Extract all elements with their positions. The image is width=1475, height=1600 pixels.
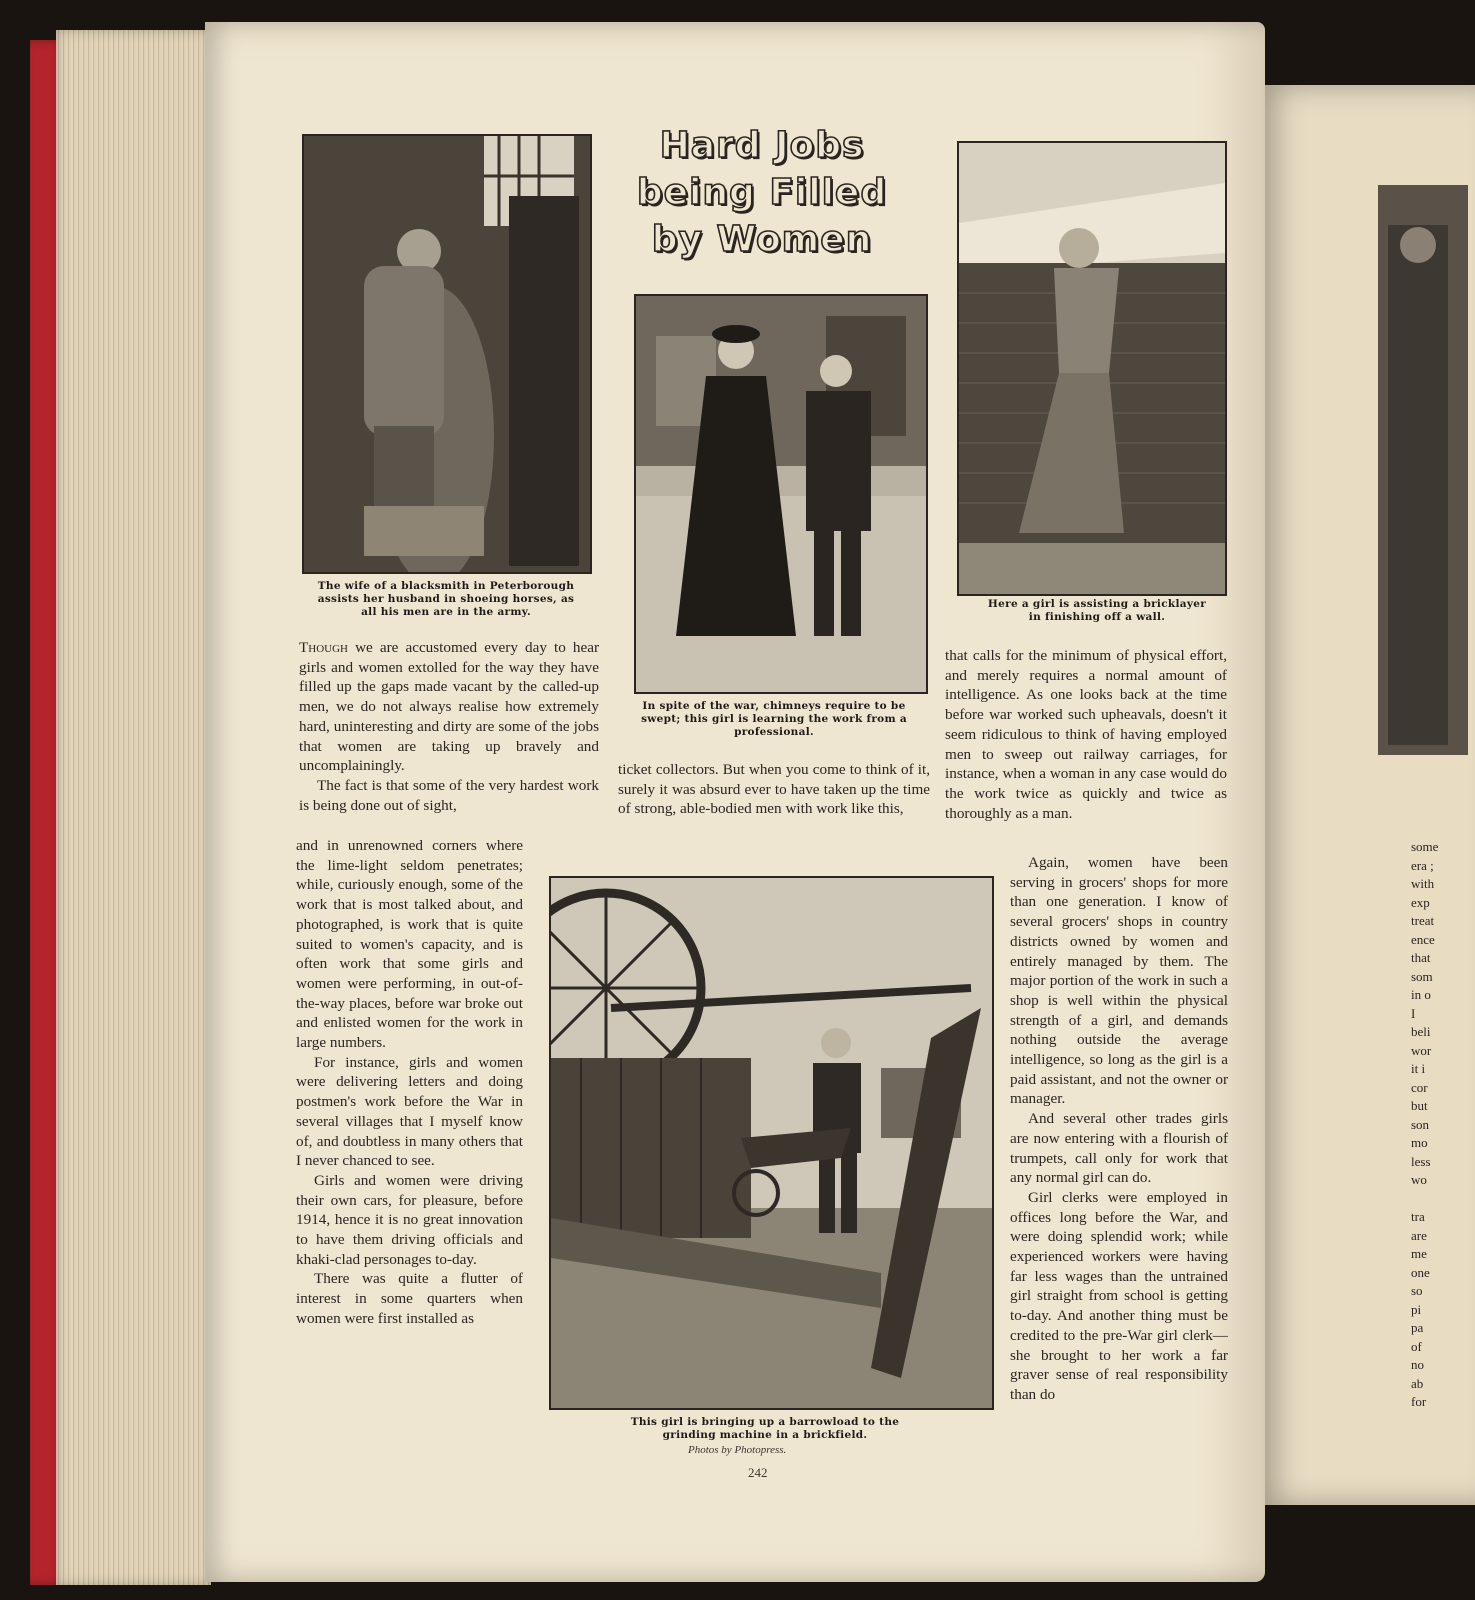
paragraph-7: ticket collectors. But when you come to think of it, surely it was absurd ever to have taken up the time of strong, able-bodied men with work like this,: [618, 761, 930, 818]
paragraph-5: Girls and women were driving their own cars, for pleasure, before 1914, hence it is no great innovation to have them driving officials and khaki-clad personages to-day.: [296, 1171, 523, 1268]
facing-page-line: of: [1411, 1338, 1422, 1354]
facing-page-line: that: [1411, 950, 1431, 965]
photo-chimney-sweep: [634, 294, 928, 694]
facing-page-line: som: [1411, 968, 1433, 984]
body-column-1-narrow: [296, 836, 523, 1329]
photo-brickfield: [549, 876, 994, 1410]
page-number: 242: [748, 1465, 768, 1480]
caption-brickfield: This girl is bringing up a barrowload to the grinding machine in a brickfield.: [630, 1416, 900, 1441]
paragraph-2: The fact is that some of the very hardest work is being done out of sight,: [299, 776, 599, 814]
facing-page-line: for: [1411, 1394, 1427, 1409]
paragraph-9: Again, women have been serving in grocers' shops for more than one generation. I know of several grocers' shops in country districts owned by women and entirely managed by them. The major portion of the work in such a shop is well within the physical strength of a girl, and demands nothing outside the average intelligence, so long as the girl is a paid assistant, and not the owner or manager.: [1010, 854, 1228, 1108]
body-column-2: [618, 760, 930, 819]
facing-page-line: with: [1411, 876, 1435, 891]
photo-bricklayer: [957, 141, 1227, 596]
facing-page-line: era ;: [1411, 857, 1434, 873]
facing-page-line: pi: [1411, 1301, 1422, 1317]
title-line-1: Hard Jobs: [659, 125, 865, 166]
facing-page-line: cor: [1411, 1079, 1428, 1095]
paragraph-3: and in unrenowned corners where the lime-light seldom penetrates; while, curiously enough, some of the work that is most talked about, and photographed, is work that is quite suited to women's capacity, and is often work that some girls and women were performing, in out-of-the-way places, before war broke out and enlisted women for the work in large numbers.: [296, 837, 523, 1052]
facing-page-text: [1411, 838, 1461, 1412]
facing-page-line: in o: [1411, 987, 1431, 1002]
facing-page-line: it i: [1411, 1061, 1426, 1076]
paragraph-8: that calls for the minimum of physical effort, and merely requires a normal amount of intelligence. As one looks back at the time before war worked such upheavals, doesn't it seem ridiculous to think of having employed men to sweep out railway carriages, for instance, when a woman in any case would do the work twice as quickly and twice as thoroughly as a man.: [945, 647, 1227, 822]
facing-page-line: but: [1411, 1098, 1428, 1113]
facing-page-line: exp: [1411, 894, 1430, 910]
paragraph-4: For instance, girls and women were delivering letters and doing postmen's work before the War in several villages that I myself know of, and doubtless in many others that I never chanced to see.: [296, 1053, 523, 1170]
facing-page-photo: [1378, 185, 1468, 755]
facing-page-line: I: [1411, 1005, 1416, 1021]
title-line-3: by Women: [651, 219, 873, 260]
facing-page-line: wor: [1411, 1042, 1432, 1058]
title-line-2: being Filled: [636, 172, 888, 213]
paragraph-1: Though we are accustomed every day to hear girls and women extolled for the way they have filled up the gaps made vacant by the called-up men, we do not always realise how extremely hard, uninteresting and dirty are some of the jobs that women are taking up bravely and uncomplainingly.: [299, 639, 600, 775]
facing-page-line: less: [1411, 1153, 1431, 1169]
photo-blacksmith: [302, 134, 592, 574]
paragraph-6: There was quite a flutter of interest in some quarters when women were first installed as: [296, 1270, 523, 1327]
facing-page-line: one: [1411, 1264, 1430, 1280]
facing-page-line: mo: [1411, 1135, 1428, 1150]
body-column-1: [299, 638, 599, 815]
facing-page-line: beli: [1411, 1024, 1431, 1039]
caption-chimney-sweep: In spite of the war, chimneys require to be swept; this girl is learning the work from a professional.: [641, 700, 907, 738]
facing-page-line: are: [1411, 1227, 1427, 1243]
facing-page-line: son: [1411, 1116, 1430, 1132]
facing-page-line: no: [1411, 1357, 1424, 1372]
article-title: [622, 122, 902, 263]
facing-page-line: me: [1411, 1246, 1427, 1261]
facing-page-line: some: [1411, 839, 1439, 854]
facing-page-line: [1411, 1190, 1461, 1209]
body-column-3-narrow: [1010, 853, 1228, 1405]
drop-word: Though: [299, 639, 348, 656]
facing-page-line: ence: [1411, 931, 1435, 947]
facing-page-line: wo: [1411, 1172, 1427, 1187]
paragraph-10: And several other trades girls are now entering with a flourish of trumpets, call only for work that any normal girl can do.: [1010, 1110, 1228, 1187]
photo-credit: Photos by Photopress.: [688, 1444, 787, 1456]
facing-page-line: ab: [1411, 1375, 1424, 1391]
facing-page-line: pa: [1411, 1320, 1424, 1335]
body-column-3: [945, 646, 1227, 823]
facing-page-line: so: [1411, 1283, 1423, 1298]
facing-page-line: tra: [1411, 1209, 1425, 1224]
caption-bricklayer: Here a girl is assisting a bricklayer in finishing off a wall.: [987, 598, 1207, 623]
facing-page-line: treat: [1411, 913, 1435, 928]
page-edges: [56, 30, 211, 1585]
caption-blacksmith: The wife of a blacksmith in Peterborough assists her husband in shoeing horses, as all his men are in the army.: [317, 580, 575, 618]
paragraph-11: Girl clerks were employed in offices long before the War, and were doing splendid work; while experienced workers were having far less wages than the untrained girl straight from school is getting to-day. And another thing must be credited to the pre-War girl clerk—she brought to her work a far graver sense of real responsibility than do: [1010, 1188, 1228, 1403]
